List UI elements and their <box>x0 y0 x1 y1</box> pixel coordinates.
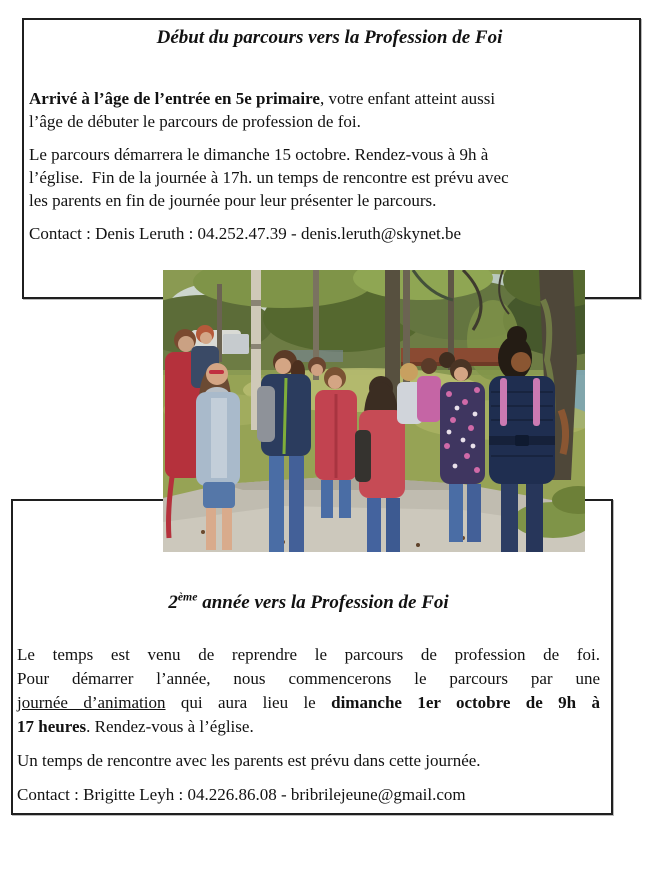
text-segment: Contact : Denis Leruth : 04.252.47.39 - denis.leruth@skynet.be <box>29 224 462 243</box>
box2-title <box>17 590 600 616</box>
children-walking-photo <box>163 270 585 552</box>
text-line <box>17 643 600 667</box>
text-segment: année vers la Profession de Foi <box>197 592 449 613</box>
text-segment: 17 heures <box>17 717 87 736</box>
text-segment: dimanche 1er octobre de 9h à <box>331 693 600 712</box>
paragraph <box>17 749 600 773</box>
text-line <box>29 189 630 212</box>
paragraph <box>17 783 600 807</box>
text-segment: ème <box>177 590 198 604</box>
paragraph <box>17 643 600 739</box>
paragraph <box>29 143 630 212</box>
first-announcement-box <box>22 18 641 299</box>
text-segment: Contact : Brigitte Leyh : 04.226.86.08 - bribrilejeune@gmail.com <box>17 785 466 804</box>
text-segment: 2 <box>168 592 178 613</box>
text-segment: les parents en fin de journée pour leur présenter le parcours. <box>29 191 437 210</box>
text-line <box>17 783 600 807</box>
text-segment: qui aura lieu le <box>165 693 332 712</box>
text-line <box>29 87 630 110</box>
text-segment: Arrivé à l’âge de l’entrée en 5e primaire <box>29 89 320 108</box>
box1-body <box>29 87 630 245</box>
text-segment: , votre enfant atteint aussi <box>319 89 496 108</box>
text-segment: Un temps de rencontre avec les parents est prévu dans cette journée. <box>17 751 481 770</box>
text-segment: journée d’animation <box>17 693 166 712</box>
text-segment: l’âge de débuter le parcours de profession de foi. <box>29 112 361 131</box>
box1-title: Début du parcours vers la Profession de Foi <box>156 27 503 48</box>
text-segment: Le temps est venu de reprendre le parcours de profession de foi. <box>17 645 600 664</box>
paragraph <box>29 222 630 245</box>
text-line <box>29 166 630 189</box>
text-line <box>29 222 630 245</box>
text-line <box>29 110 630 133</box>
paragraph <box>29 87 630 133</box>
text-segment: . Rendez-vous à l’église. <box>86 717 254 736</box>
text-line <box>17 667 600 691</box>
text-segment: Pour démarrer l’année, nous commencerons le parcours par une <box>17 669 600 688</box>
text-line <box>17 691 600 715</box>
text-line <box>17 715 600 739</box>
text-line <box>17 749 600 773</box>
text-segment: l’église. Fin de la journée à 17h. un temps de rencontre est prévu avec <box>29 168 509 187</box>
text-segment: Le parcours démarrera le dimanche 15 octobre. Rendez-vous à 9h à <box>29 145 489 164</box>
box2-body <box>17 643 600 807</box>
text-line <box>29 143 630 166</box>
